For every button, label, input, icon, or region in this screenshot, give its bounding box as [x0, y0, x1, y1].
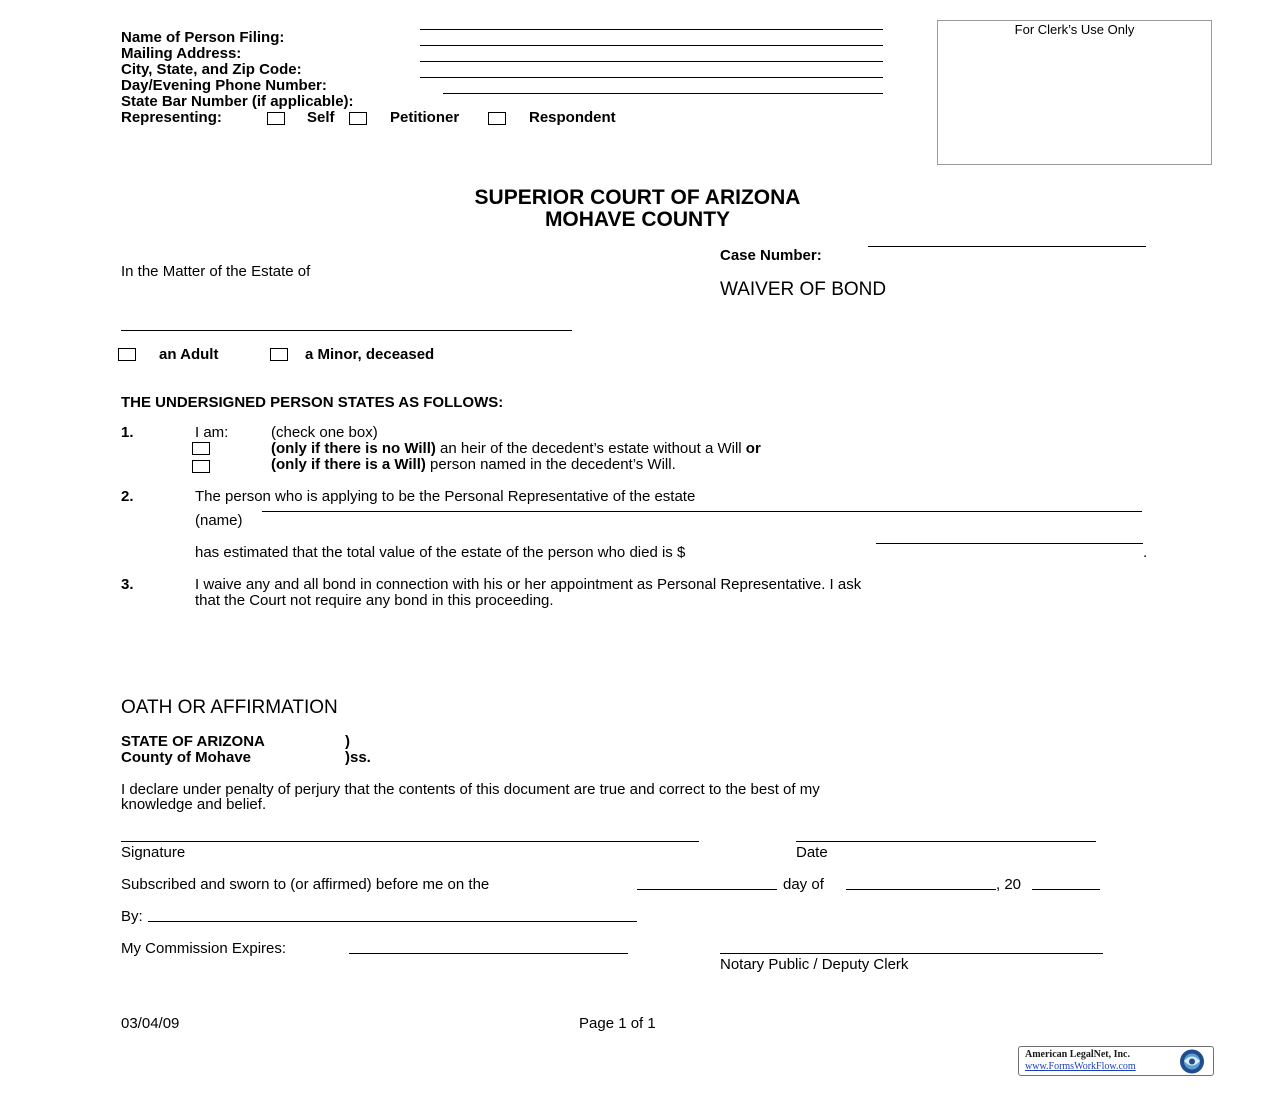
will-option	[271, 456, 676, 473]
county-of-mohave-label: County of Mohave	[121, 749, 251, 766]
state-bar-number-label: State Bar Number (if applicable):	[121, 93, 354, 110]
minor-option-label: a Minor, deceased	[305, 346, 435, 363]
commission-expires-label: My Commission Expires:	[121, 940, 287, 957]
state-of-arizona-label: STATE OF ARIZONA	[121, 733, 265, 750]
sworn-month-field[interactable]	[846, 889, 996, 890]
declaration-line2: knowledge and belief.	[121, 796, 267, 813]
city-state-zip-field[interactable]	[420, 61, 883, 62]
or-connector: or	[745, 440, 761, 457]
adult-option-label: an Adult	[159, 346, 219, 363]
will-qualifier: (only if there is a Will)	[271, 456, 426, 473]
item-2-text: The person who is applying to be the Personal Representative of the estate	[195, 488, 696, 505]
will-option-text: person named in the decedent’s Will.	[425, 456, 676, 473]
by-field[interactable]	[148, 921, 637, 922]
minor-checkbox[interactable]	[270, 348, 288, 361]
clerk-use-box	[937, 20, 1212, 165]
logo-url[interactable]: www.FormsWorkFlow.com	[1025, 1061, 1136, 1072]
sworn-year-field[interactable]	[1032, 889, 1100, 890]
phone-number-field[interactable]	[420, 77, 883, 78]
mailing-address-label: Mailing Address:	[121, 45, 242, 62]
respondent-option-label: Respondent	[529, 109, 616, 126]
phone-number-label: Day/Evening Phone Number:	[121, 77, 327, 94]
name-of-person-filing-label: Name of Person Filing:	[121, 29, 285, 46]
item-3-text-line2: that the Court not require any bond in this proceeding.	[195, 592, 554, 609]
state-paren: )	[345, 733, 350, 750]
page-number: Page 1 of 1	[579, 1015, 656, 1032]
self-checkbox[interactable]	[267, 112, 285, 125]
check-one-box-instruction: (check one box)	[271, 424, 378, 441]
item-3-text-line1: I waive any and all bond in connection with his or her appointment as Personal Representative. I ask	[195, 576, 862, 593]
item-1-number: 1.	[121, 424, 134, 441]
year-prefix-text: , 20	[996, 876, 1022, 893]
no-will-qualifier: (only if there is no Will)	[271, 440, 436, 457]
i-am-label: I am:	[195, 424, 229, 441]
case-number-field[interactable]	[868, 246, 1146, 247]
representative-name-label: (name)	[195, 512, 243, 529]
notary-signature-field[interactable]	[720, 953, 1103, 954]
no-will-option	[271, 440, 761, 457]
county-ss: )ss.	[345, 749, 371, 766]
representative-name-field[interactable]	[262, 511, 1142, 512]
state-bar-number-field[interactable]	[443, 93, 883, 94]
petitioner-option-label: Petitioner	[390, 109, 460, 126]
by-label: By:	[121, 908, 143, 925]
sworn-text: Subscribed and sworn to (or affirmed) before me on the	[121, 876, 490, 893]
sworn-day-field[interactable]	[637, 889, 777, 890]
signature-label: Signature	[121, 844, 186, 861]
estate-value-text: has estimated that the total value of the estate of the person who died is $	[195, 544, 686, 561]
petitioner-checkbox[interactable]	[349, 112, 367, 125]
no-will-option-text: an heir of the decedent’s estate without a Will	[435, 440, 746, 457]
oath-heading: OATH OR AFFIRMATION	[121, 697, 338, 718]
clerk-use-label: For Clerk’s Use Only	[1014, 22, 1135, 37]
estate-value-period: .	[1143, 544, 1148, 561]
respondent-checkbox[interactable]	[488, 112, 506, 125]
commission-expires-field[interactable]	[349, 953, 628, 954]
matter-of-estate-label: In the Matter of the Estate of	[121, 263, 311, 280]
city-state-zip-label: City, State, and Zip Code:	[121, 61, 302, 78]
form-date: 03/04/09	[121, 1015, 180, 1032]
no-will-heir-checkbox[interactable]	[192, 442, 210, 455]
document-title: WAIVER OF BOND	[720, 279, 887, 300]
case-number-label: Case Number:	[720, 247, 822, 264]
representing-label: Representing:	[121, 109, 222, 126]
date-label: Date	[796, 844, 828, 861]
american-legalnet-logo[interactable]	[1018, 1046, 1214, 1076]
will-named-person-checkbox[interactable]	[192, 460, 210, 473]
county-title: MOHAVE COUNTY	[544, 208, 731, 231]
decedent-name-field[interactable]	[121, 330, 572, 331]
mailing-address-field[interactable]	[420, 45, 883, 46]
declaration-line1: I declare under penalty of perjury that the contents of this document are true and correct to the best of my	[121, 781, 820, 798]
notary-label: Notary Public / Deputy Clerk	[720, 956, 909, 973]
name-of-person-filing-field[interactable]	[420, 29, 883, 30]
globe-icon	[1175, 1048, 1209, 1075]
self-option-label: Self	[307, 109, 335, 126]
court-title: SUPERIOR COURT OF ARIZONA	[474, 186, 801, 209]
item-3-number: 3.	[121, 576, 134, 593]
logo-company-name: American LegalNet, Inc.	[1025, 1049, 1130, 1060]
item-2-number: 2.	[121, 488, 134, 505]
date-field[interactable]	[796, 841, 1096, 842]
day-of-text: day of	[783, 876, 824, 893]
signature-field[interactable]	[121, 841, 699, 842]
statement-heading: THE UNDERSIGNED PERSON STATES AS FOLLOWS:	[121, 394, 504, 411]
adult-checkbox[interactable]	[118, 348, 136, 361]
estate-value-field[interactable]	[876, 543, 1143, 544]
